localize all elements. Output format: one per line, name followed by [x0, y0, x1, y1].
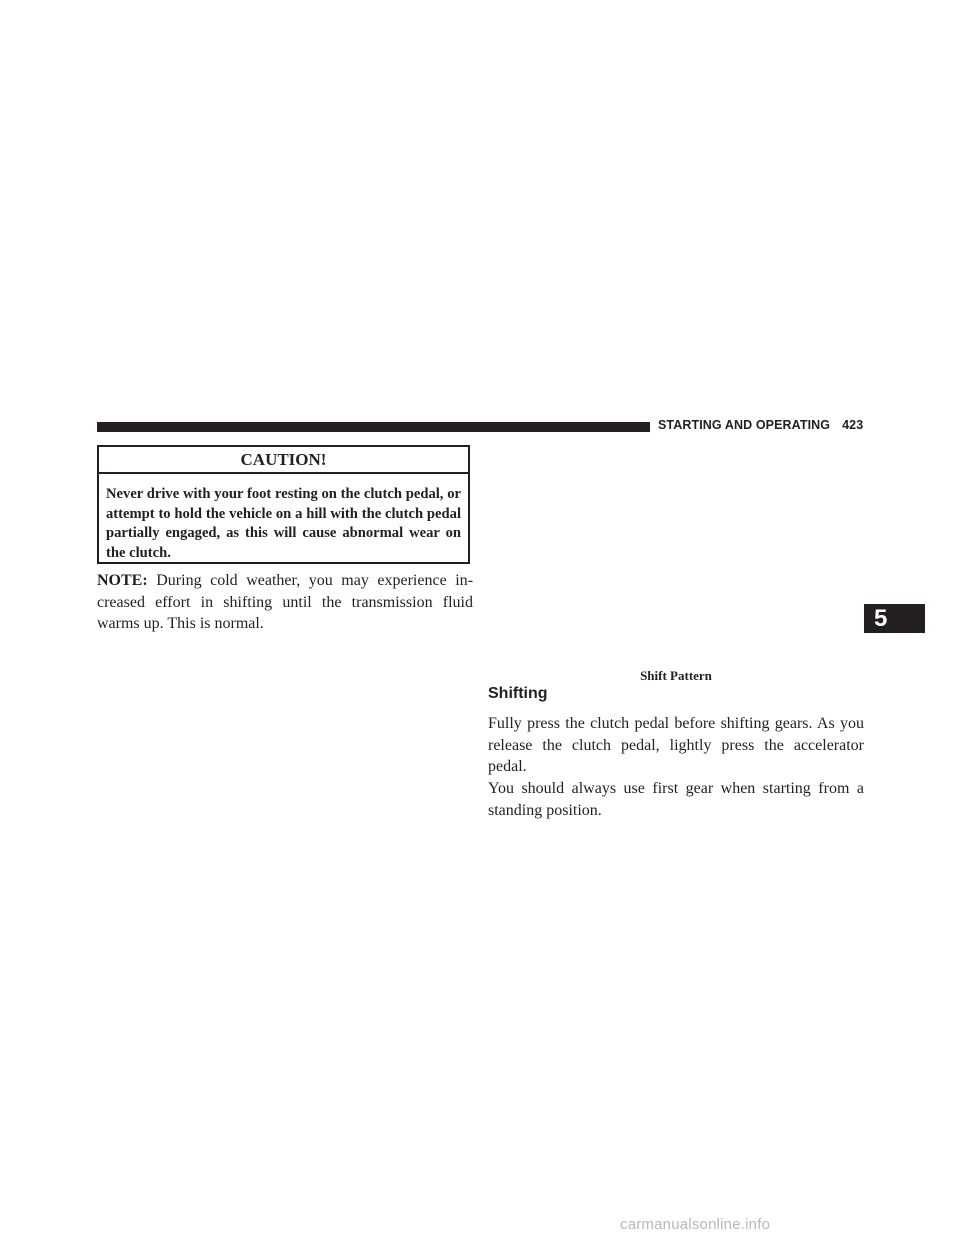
running-header	[658, 418, 863, 432]
header-section-title: STARTING AND OPERATING	[658, 418, 831, 432]
shift-pattern-figure	[488, 445, 864, 667]
caution-box	[97, 445, 470, 564]
note-paragraph	[97, 570, 473, 635]
chapter-tab: 5	[864, 604, 925, 633]
watermark: carmanualsonline.info	[620, 1216, 771, 1233]
note-label: NOTE:	[97, 572, 148, 589]
shifting-paragraph: Fully press the clutch pedal before shifting gears. As you release the clutch pedal, lightly press the accelerator pedal.	[488, 715, 864, 775]
shifting-heading: Shifting	[488, 685, 548, 702]
note-text: During cold weather, you may experience increased effort in shifting until the transmission fluid warms up. This is normal.	[97, 572, 474, 632]
figure-caption: Shift Pattern	[640, 668, 712, 683]
caution-title: CAUTION!	[99, 447, 468, 474]
caution-text: Never drive with your foot resting on the clutch pedal, or attempt to hold the vehicle on a hill with the clutch pedal partially engaged, as this will cause abnormal wear on the clutch.	[106, 486, 461, 561]
shifting-paragraph: You should always use first gear when starting from a standing position.	[488, 780, 864, 819]
page-number: 423	[842, 418, 864, 432]
header-rule	[97, 422, 650, 432]
